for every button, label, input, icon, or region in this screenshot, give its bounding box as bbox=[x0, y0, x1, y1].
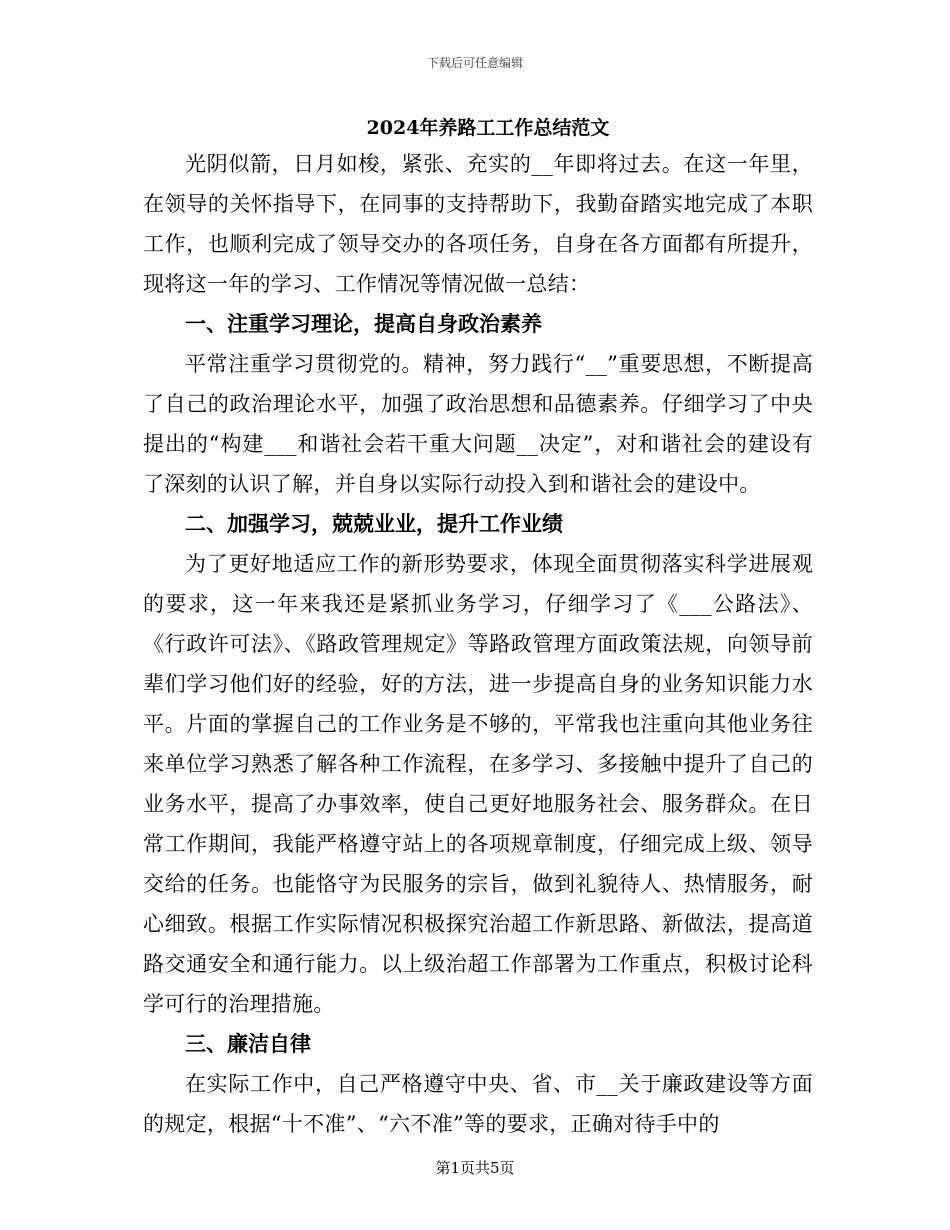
section-paragraph-1: 平常注重学习贯彻党的。精神，努力践行“__”重要思想，不断提高了自己的政治理论水平，加强了政治思想和品德素养。仔细学习了中央提出的“构建___和谐社会若干重大问题__决定”，对和谐社会的建设有了深刻的认识了解，并自身以实际行动投入到和谐社会的建设中。 bbox=[143, 352, 813, 496]
section-heading-2: 二、加强学习，兢兢业业，提升工作业绩 bbox=[185, 512, 563, 536]
section-heading-1: 一、注重学习理论，提高自身政治素养 bbox=[185, 312, 542, 336]
section-paragraph-2: 为了更好地适应工作的新形势要求，体现全面贯彻落实科学进展观的要求，这一年来我还是紧抓业务学习，仔细学习了《___公路法》、《行政许可法》、《路政管理规定》等路政管理方面政策法规，向领导前辈们学习他们好的经验，好的方法，进一步提高自身的业务知识能力水平。片面的掌握自己的工作业务是不够的，平常我也注重向其他业务往来单位学习熟悉了解各种工作流程，在多学习、多接触中提升了自己的业务水平，提高了办事效率，使自己更好地服务社会、服务群众。在日常工作期间，我能严格遵守站上的各项规章制度，仔细完成上级、领导交给的任务。也能恪守为民服务的宗旨，做到礼貌待人、热情服务，耐心细致。根据工作实际情况积极探究治超工作新思路、新做法，提高道路交通安全和通行能力。以上级治超工作部署为工作重点，积极讨论科学可行的治理措施。 bbox=[143, 552, 813, 1016]
page-footer: 第1页共5页 bbox=[435, 1159, 515, 1177]
header-note: 下载后可任意编辑 bbox=[426, 56, 523, 70]
section-heading-3: 三、廉洁自律 bbox=[185, 1032, 311, 1056]
document-body bbox=[143, 112, 813, 1144]
section-paragraph-3: 在实际工作中，自己严格遵守中央、省、市__关于廉政建设等方面的规定，根据“十不准”、“六不准”等的要求，正确对待手中的 bbox=[143, 1072, 813, 1136]
document-title: 2024年养路工工作总结范文 bbox=[366, 117, 610, 139]
intro-paragraph: 光阴似箭，日月如梭，紧张、充实的__年即将过去。在这一年里，在领导的关怀指导下，在同事的支持帮助下，我勤奋踏实地完成了本职工作，也顺利完成了领导交办的各项任务，自身在各方面都有所提升，现将这一年的学习、工作情况等情况做一总结： bbox=[143, 152, 813, 296]
